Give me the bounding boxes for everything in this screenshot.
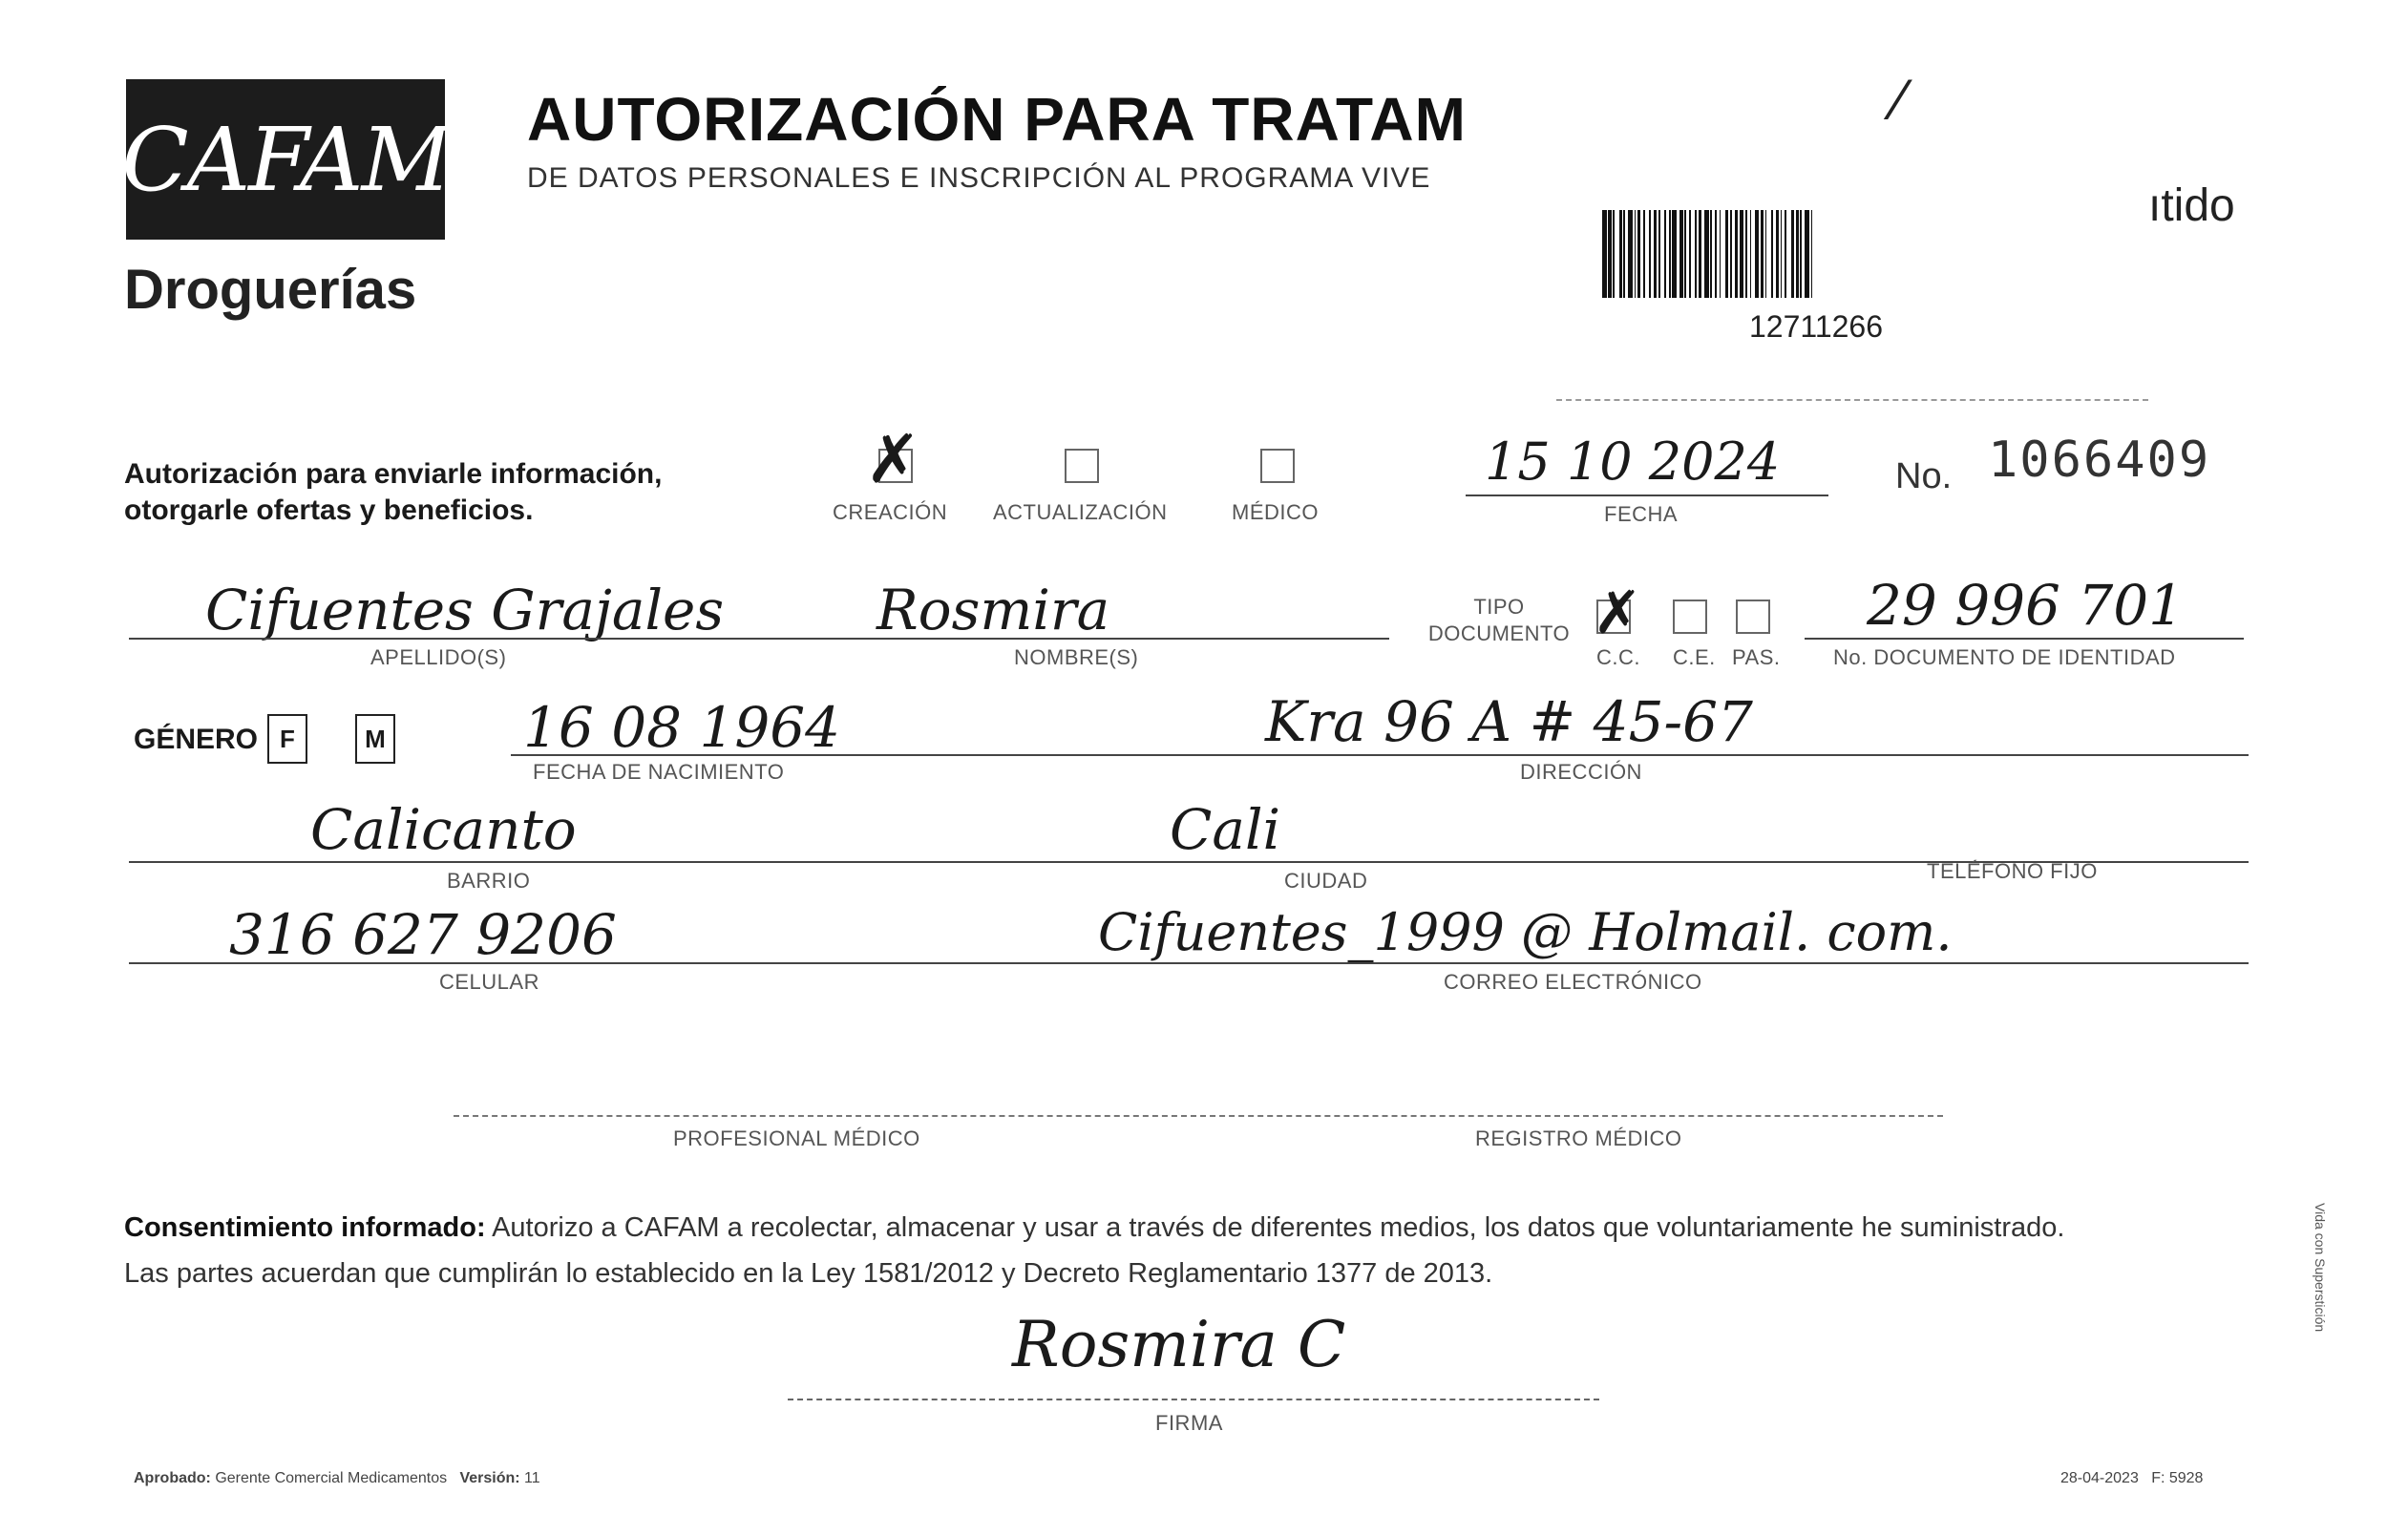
divider [1556,399,2148,401]
form-title: AUTORIZACIÓN PARA TRATAM [527,85,1467,154]
option-medico-label: MÉDICO [1232,500,1319,524]
approved-label: Aprobado: [134,1470,211,1486]
signature-label: FIRMA [1155,1411,1223,1435]
celular-label: CELULAR [439,970,539,994]
gender-m-label: M [365,724,386,753]
consent-text-2: Las partes acuerdan que cumplirán lo establecido en la Ley 1581/2012 y Decreto Reglamentario 1377 de 2013. [124,1258,1493,1289]
doc-type-pas: PAS. [1732,645,1781,669]
direccion-label: DIRECCIÓN [1520,760,1642,784]
correo-label: CORREO ELECTRÓNICO [1444,970,1702,994]
tipo-documento-label: TIPO DOCUMENTO [1427,595,1571,645]
check-mark-cc: ✗ [1593,578,1642,647]
registro-label: REGISTRO MÉDICO [1475,1126,1682,1150]
ciudad-value: Cali [1170,797,1281,862]
nombres-label: NOMBRE(S) [1014,645,1139,669]
gender-f-label: F [280,724,295,753]
signature-underline [788,1399,1599,1400]
approved-value: Gerente Comercial Medicamentos [215,1470,448,1486]
barcode-number: 12711266 [1749,309,1883,344]
doc-type-cc: C.C. [1596,645,1640,669]
authorization-label-1: Autorización para enviarle información, [124,458,663,490]
gender-f-box[interactable] [267,714,307,764]
doc-type-ce: C.E. [1673,645,1716,669]
fold-text: ıtido [2148,180,2235,231]
logo-text: CAFAM [121,108,450,211]
option-actualizacion-label: ACTUALIZACIÓN [993,500,1168,524]
ciudad-label: CIUDAD [1284,869,1368,893]
celular-value: 316 627 9206 [229,902,617,967]
fecha-label: FECHA [1604,502,1679,526]
apellidos-value: Cifuentes Grajales [205,578,725,642]
cafam-logo [121,79,450,240]
barrio-value: Calicanto [310,797,577,862]
consent-text [124,1205,2272,1296]
barcode [1602,210,1989,298]
footer-code [2060,1470,2203,1487]
barrio-label: BARRIO [447,869,531,893]
footer-date: 28-04-2023 [2060,1470,2139,1486]
consent-heading: Consentimiento informado: [124,1212,486,1243]
checkbox-medico[interactable] [1260,449,1295,483]
checkbox-pas[interactable] [1736,600,1770,634]
checkbox-actualizacion[interactable] [1065,449,1099,483]
row4-underline [129,962,2249,964]
option-creacion-label: CREACIÓN [833,500,948,524]
authorization-label-2: otorgarle ofertas y beneficios. [124,494,534,526]
nombres-value: Rosmira [877,578,1110,642]
consent-text-1: Autorizo a CAFAM a recolectar, almacenar y usar a través de diferentes medios, los datos que voluntariamente he suministrado. [485,1212,2065,1243]
form-subtitle: DE DATOS PERSONALES E INSCRIPCIÓN AL PROGRAMA VIVE [527,162,1431,194]
fecha-value: 15 10 2024 [1485,431,1781,492]
check-mark: ✗ [865,420,921,498]
row2-underline [511,754,2249,756]
barcode-bar [1812,210,1815,298]
genero-label: GÉNERO [134,724,259,755]
profesional-label: PROFESIONAL MÉDICO [673,1126,920,1150]
version-label: Versión: [459,1470,520,1486]
checkbox-ce[interactable] [1673,600,1707,634]
documento-underline [1805,638,2244,640]
signature: Rosmira C [1012,1308,1346,1381]
correo-value: Cifuentes_1999 @ Holmail. com. [1098,902,1953,962]
documento-value: 29 996 701 [1867,573,2185,638]
form-number: 1066409 [1988,431,2211,489]
direccion-value: Kra 96 A # 45-67 [1265,689,1753,754]
brand-subtitle: Droguerías [124,259,417,321]
footer-form-code: F: 5928 [2151,1470,2204,1486]
documento-label: No. DOCUMENTO DE IDENTIDAD [1833,645,2176,669]
fecha-underline [1466,494,1828,496]
nacimiento-label: FECHA DE NACIMIENTO [533,760,785,784]
side-text: Vida con Superstición [2313,1203,2328,1333]
no-label: No. [1895,456,1953,496]
gender-m-box[interactable] [355,714,395,764]
apellidos-label: APELLIDO(S) [370,645,507,669]
telefono-label: TELÉFONO FIJO [1927,859,2098,883]
version-value: 11 [524,1470,540,1486]
fold-mark: ⁄ [1895,68,1906,132]
nacimiento-value: 16 08 1964 [523,695,841,760]
names-underline [129,638,1389,640]
medical-underline [454,1115,1943,1117]
footer-approved [134,1470,540,1487]
